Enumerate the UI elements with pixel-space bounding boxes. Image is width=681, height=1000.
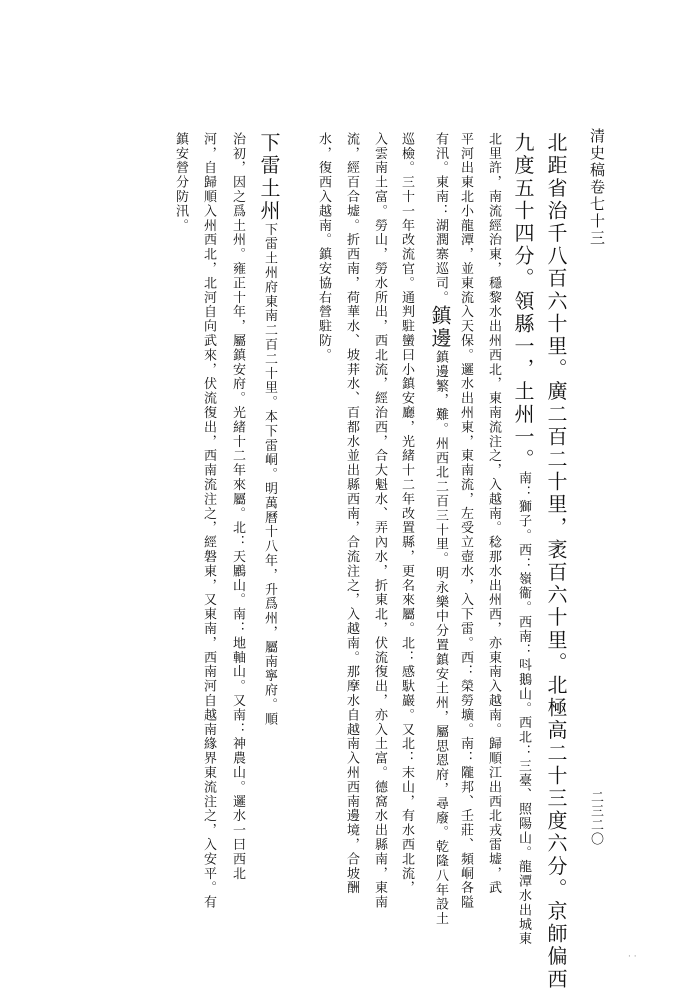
text-column-14: 鎮安營分防汛。 [173, 132, 188, 233]
book-title: 清史稿卷七十三 [588, 128, 606, 247]
text-column-3: 北里許，南流經治東，穩黎水出州西北，東南流注之，入越南。稔那水出州西，亦東南入越南。歸順江出西北戎雷墟，武 [486, 132, 501, 896]
xialei-notes: 下雷土州府東南二百二十里。本下雷峒。明萬曆十八年，升爲州，屬南寧府。順 [262, 222, 277, 727]
text-column-7: 入雲南土富。勞山，勞水所出，西北流，經治西，合大魁水、弄內水，折東北，伏流復出，亦入土富。德窩水出縣南，東南 [372, 132, 387, 910]
page-number: 二三二〇 [588, 790, 603, 846]
entry-heading-zhenbian: 鎮邊 [428, 304, 452, 351]
county-summary: 九度五十四分。領縣一，土州一。 [511, 132, 535, 471]
county-notes: 南：獅子。西：嶺衞。西南：呌鵝山。西北：三臺、照陽山。龍潭水出城東 [516, 471, 531, 947]
column-5-text: 有汛。東南：湖潤寨巡司。 [433, 132, 448, 305]
text-column-12: 治初，因之爲土州。雍正十年，屬鎮安府。光緒十二年來屬。北：天鷵山。南：地軸山。又南：神農山。邏水一曰西北 [230, 132, 245, 881]
text-column-13: 河，自歸順入州西北，北河自向武來，伏流復出，西南流注之，經磐東，又東南，西南河自越南緣界東流注之，入安平。有 [201, 132, 216, 910]
zhenbian-notes: 鎮邊繁，難。州西北二百三十里。明永樂中分置鎮安土州，屬思恩府，尋廢。乾隆八年設土 [433, 350, 448, 927]
text-column-9: 水，復西入越南。鎮安協右營駐防。 [316, 132, 331, 363]
text-column-5 [430, 132, 450, 926]
entry-heading-xialei: 下雷土州 [257, 132, 281, 223]
text-column-11 [259, 132, 279, 726]
text-column-2 [513, 132, 533, 946]
text-column-8: 流，經百合墟。折西南，荷華水、坡荓水、百都水並出縣西南，合流注之，入越南。那摩水自越南入州西南邊境，合坡酬 [344, 132, 359, 896]
scan-speck: · · [628, 952, 637, 962]
text-column-6: 巡檢。三十一年改流官。通判駐蠻曰小鎮安廳，光緒十二年改置縣，更名來屬。北：感馱巖。又北：末山，有水西北流， [399, 132, 414, 896]
text-column-1: 北距省治千八百六十里。廣二百二十里，袤百六十里。北極高二十三度六分。京師偏西 [544, 132, 568, 991]
text-column-4: 平河出東北小龍潭，並東流入天保。邏水出州東，東南流，左受立壺水，入下雷。西：榮勞壙。南：隴邦、壬莊、頻峒各隘 [458, 132, 473, 910]
